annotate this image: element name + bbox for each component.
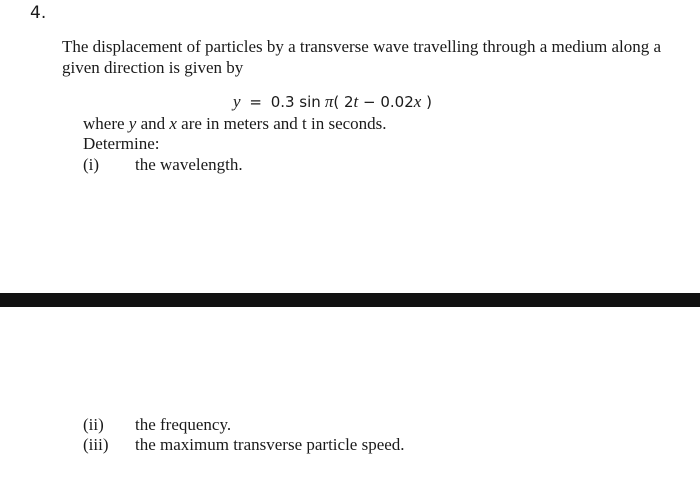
equation-pi: π [324, 92, 334, 111]
equation-t: t [353, 92, 359, 111]
determine-label: Determine: [83, 134, 160, 153]
part-text: the wavelength. [135, 155, 243, 174]
wave-equation [233, 92, 432, 112]
intro-line-2: given direction is given by [62, 58, 244, 77]
variables-note: where y and x are in meters and t in seconds. [83, 114, 387, 133]
equation-x: x [413, 92, 422, 111]
part-i [83, 154, 243, 175]
part-iii [83, 434, 405, 455]
part-label: (ii) [83, 415, 104, 434]
part-label: (iii) [83, 435, 109, 454]
intro-line-1: The displacement of particles by a transverse wave travelling through a medium along a [62, 37, 662, 56]
question-number: 4. [30, 3, 47, 23]
part-label: (i) [83, 155, 100, 174]
equation-equals: = [249, 93, 262, 111]
equation-lhs: y [233, 92, 241, 111]
part-text: the frequency. [135, 415, 232, 434]
part-text: the maximum transverse particle speed. [135, 435, 405, 454]
equation-coeff: 0.3 sin [270, 93, 321, 111]
part-ii [83, 414, 231, 435]
equation-minus: − 0.02 [358, 93, 414, 111]
equation-close: ) [421, 93, 432, 111]
equation-open: ( 2 [333, 93, 354, 111]
question-intro [62, 36, 698, 78]
section-divider [0, 293, 700, 307]
